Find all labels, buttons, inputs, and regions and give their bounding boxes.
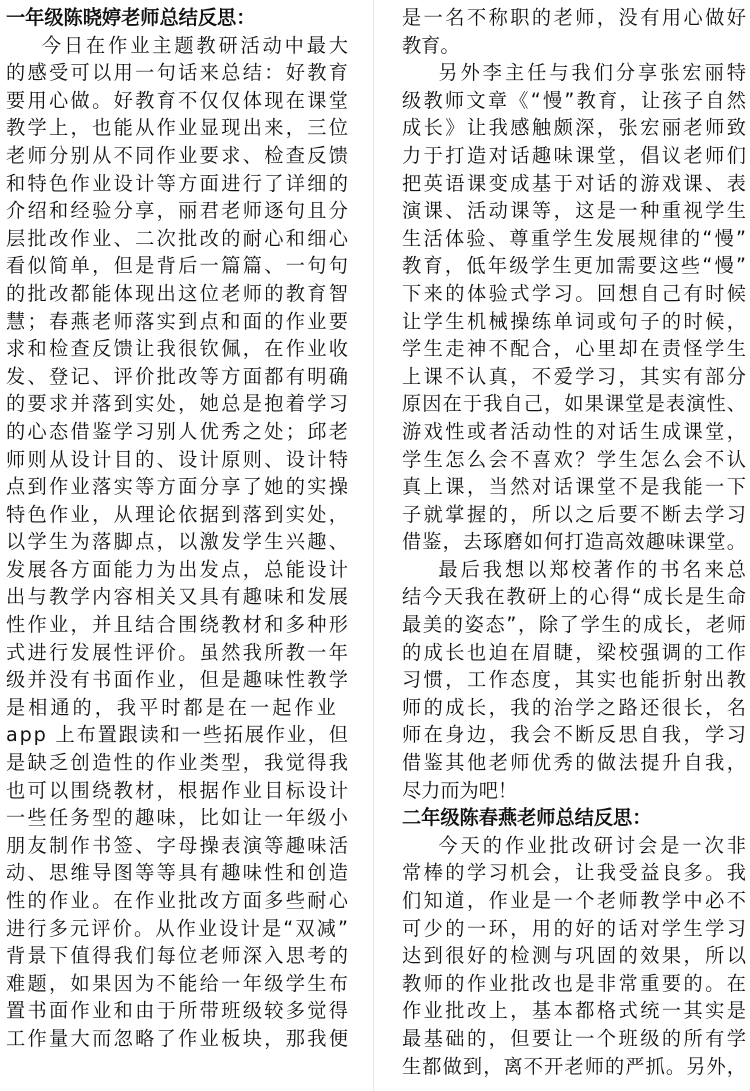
text-line: app 上布置跟读和一些拓展作业，但 — [6, 723, 350, 747]
text-line: 的感受可以用一句话来总结：好教育 — [6, 61, 351, 85]
text-line: 生活体验、尊重学生发展规律的“慢” — [402, 226, 749, 250]
text-line: 背景下值得我们每位老师深入思考的 — [6, 944, 351, 968]
text-line: 级教师文章《“慢”教育，让孩子自然 — [402, 88, 749, 112]
left-text-column — [6, 4, 351, 1053]
text-line: 点到作业落实等方面分享了她的实操 — [6, 475, 351, 499]
text-line: 层批改作业、二次批改的耐心和细心 — [6, 226, 351, 250]
text-line: 师则从设计目的、设计原则、设计特 — [6, 447, 351, 471]
text-line: 看似简单，但是背后一篇篇、一句句 — [6, 254, 351, 278]
text-line: 尽力而为吧！ — [402, 778, 518, 802]
text-line: 另外李主任与我们分享张宏丽特 — [402, 61, 749, 85]
text-line: 性的作业。在作业批改方面多些耐心 — [6, 889, 351, 912]
text-line: 一些任务型的趣味，比如让一年级小 — [6, 806, 351, 830]
text-line: 可少的一环，用的好的话对学生学习 — [402, 916, 749, 940]
text-line: 出与教学内容相关又具有趣味和发展 — [6, 585, 351, 609]
text-line: 性作业，并且结合围绕教材和多种形 — [6, 613, 351, 637]
text-line: 介绍和经验分享，丽君老师逐句且分 — [6, 199, 351, 223]
text-line: 的心态借鉴学习别人优秀之处；邱老 — [6, 419, 351, 443]
text-line: 借鉴其他老师优秀的做法提升自我， — [402, 751, 749, 775]
text-line: 最美的姿态”，除了学生的成长，老师 — [402, 613, 748, 637]
text-line: 结今天我在教研上的心得“成长是生命 — [402, 585, 748, 609]
text-line: 教育，低年级学生更加需要这些“慢” — [402, 254, 749, 278]
text-line: 教学上，也能从作业显现出来，三位 — [6, 116, 351, 140]
text-line: 师的成长，我的治学之路还很长，名 — [402, 695, 749, 719]
text-line: 师在身边，我会不断反思自我，学习 — [402, 723, 749, 747]
text-line: 生都做到，离不开老师的严抓。另外， — [402, 1054, 748, 1078]
text-line: 式进行发展性评价。虽然我所教一年 — [6, 640, 351, 664]
text-line: 最后我想以郑校著作的书名来总 — [402, 557, 749, 581]
text-line: 发展各方面能力为出发点，总能设计 — [6, 557, 351, 581]
text-line: 演课、活动课等，这是一种重视学生 — [402, 199, 749, 223]
text-line: 达到很好的检测与巩固的效果，所以 — [402, 944, 749, 968]
text-line: 是一名不称职的老师，没有用心做好 — [402, 6, 749, 29]
text-line: 老师分别从不同作业要求、检查反馈 — [6, 143, 351, 167]
text-line: 级并没有书面作业，但是趣味性教学 — [6, 668, 351, 692]
text-line: 们知道，作业是一个老师教学中必不 — [402, 889, 749, 912]
text-line: 教师的作业批改也是非常重要的。在 — [402, 971, 749, 995]
text-line: 把英语课变成基于对话的游戏课、表 — [402, 171, 749, 195]
text-line: 的要求并落到实处，她总是抱着学习 — [6, 392, 351, 416]
text-line: 教育。 — [402, 33, 460, 57]
text-line: 的批改都能体现出这位老师的教育智 — [6, 281, 351, 305]
text-line: 工作量大而忽略了作业板块，那我便 — [6, 1026, 351, 1050]
text-line: 力于打造对话趣味课堂，倡议老师们 — [402, 143, 749, 167]
text-line: 子就掌握的，所以之后要不断去学习 — [402, 502, 749, 526]
text-line: 游戏性或者活动性的对话生成课堂， — [402, 419, 749, 443]
text-line: 成长》让我感触颇深，张宏丽老师致 — [402, 116, 749, 140]
text-line: 让学生机械操练单词或句子的时候， — [402, 309, 749, 333]
text-line: 常棒的学习机会，让我受益良多。我 — [402, 861, 749, 885]
text-line: 学生走神不配合，心里却在责怪学生 — [402, 337, 749, 361]
text-line: 朋友制作书签、字母操表演等趣味活 — [6, 833, 351, 857]
text-line: 求和检查反馈让我很钦佩，在作业收 — [6, 337, 351, 361]
section-heading: 一年级陈晓婷老师总结反思： — [6, 6, 256, 29]
text-line: 进行多元评价。从作业设计是“双减” — [6, 916, 351, 940]
text-line: 今天的作业批改研讨会是一次非 — [402, 833, 749, 857]
text-line: 是缺乏创造性的作业类型，我觉得我 — [6, 751, 351, 775]
text-line: 今日在作业主题教研活动中最大 — [6, 33, 351, 57]
text-line: 最基础的，但要让一个班级的所有学 — [402, 1026, 749, 1050]
text-line: 的成长也迫在眉睫，梁校强调的工作 — [402, 640, 749, 664]
text-line: 上课不认真，不爱学习，其实有部分 — [402, 364, 749, 388]
text-line: 慧；春燕老师落实到点和面的作业要 — [6, 309, 351, 333]
text-line: 以学生为落脚点，以激发学生兴趣、 — [6, 530, 351, 554]
section-heading: 二年级陈春燕老师总结反思： — [402, 806, 652, 830]
text-line: 置书面作业和由于所带班级较多觉得 — [6, 999, 351, 1023]
text-line: 借鉴，去琢磨如何打造高效趣味课堂。 — [402, 530, 748, 554]
text-line: 是相通的，我平时都是在一起作业 — [6, 695, 339, 719]
text-line: 原因在于我自己，如果课堂是表演性、 — [402, 392, 748, 416]
text-line: 要用心做。好教育不仅仅体现在课堂 — [6, 88, 351, 112]
text-line: 特色作业，从理论依据到落到实处， — [6, 502, 351, 526]
text-line: 发、登记、评价批改等方面都有明确 — [6, 364, 351, 388]
text-line: 下来的体验式学习。回想自己有时候 — [402, 281, 749, 305]
text-line: 作业批改上，基本都格式统一其实是 — [402, 999, 749, 1023]
right-text-column — [402, 4, 749, 1080]
text-line: 也可以围绕教材，根据作业目标设计 — [6, 778, 351, 802]
text-line: 和特色作业设计等方面进行了详细的 — [6, 171, 351, 195]
text-line: 难题，如果因为不能给一年级学生布 — [6, 971, 351, 995]
text-line: 学生怎么会不喜欢？学生怎么会不认 — [402, 447, 749, 471]
text-line: 真上课，当然对话课堂不是我能一下 — [402, 475, 749, 499]
text-line: 习惯，工作态度，其实也能折射出教 — [402, 668, 749, 692]
column-gap — [373, 0, 374, 1091]
text-line: 动、思维导图等等具有趣味性和创造 — [6, 861, 351, 885]
